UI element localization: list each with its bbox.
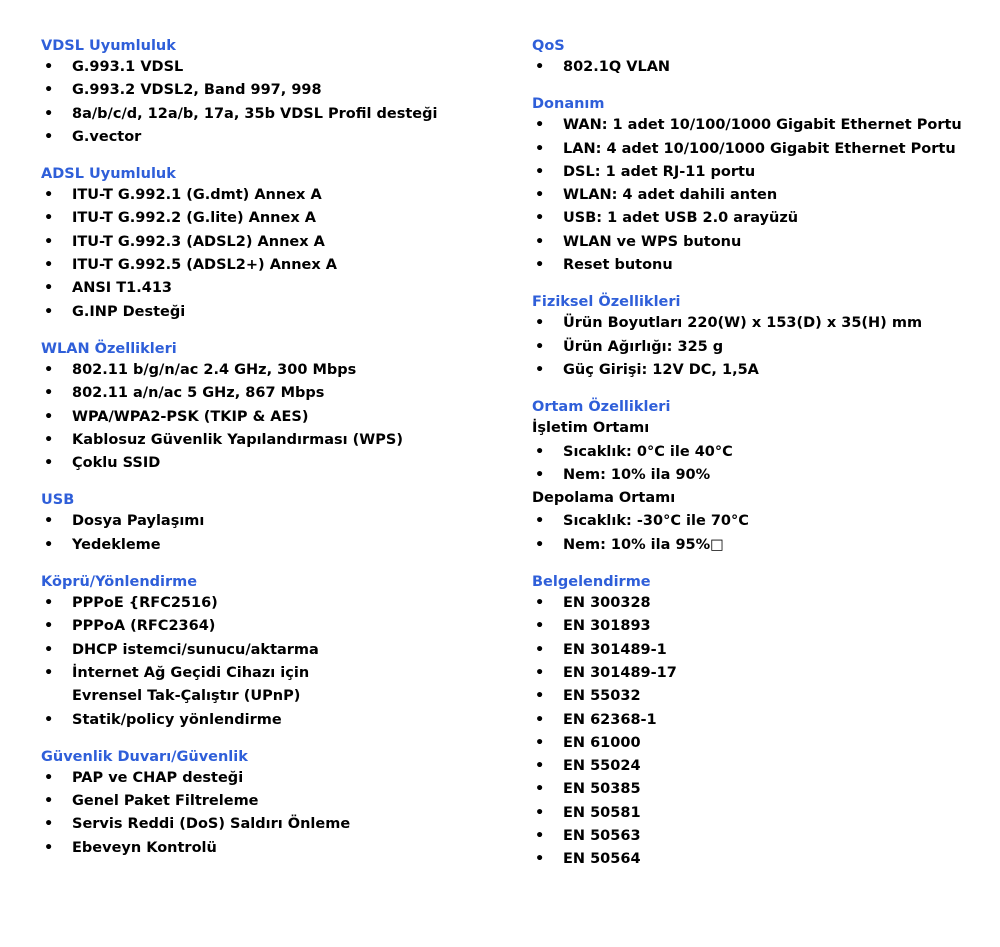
list-item: • Ürün Boyutları 220(W) x 153(D) x 35(H) mm	[532, 312, 992, 335]
list-item: • EN 50385	[532, 778, 992, 801]
section-title-fiziksel: Fiziksel Özellikleri	[532, 294, 681, 311]
list-item: • ANSI T1.413	[41, 277, 501, 300]
list-item: • 802.11 b/g/n/ac 2.4 GHz, 300 Mbps	[41, 359, 501, 382]
section-ortam	[532, 397, 992, 557]
section-title-adsl: ADSL Uyumluluk	[41, 166, 176, 183]
list-item: • 802.11 a/n/ac 5 GHz, 867 Mbps	[41, 382, 501, 405]
list-item: • Sıcaklık: 0°C ile 40°C	[532, 441, 992, 464]
section-title-donanim: Donanım	[532, 96, 605, 113]
list-item: • EN 301489-17	[532, 662, 992, 685]
section-title-ortam: Ortam Özellikleri	[532, 399, 671, 416]
list-item: • WLAN ve WPS butonu	[532, 231, 992, 254]
list-item: • İnternet Ağ Geçidi Cihazı için	[41, 662, 501, 685]
list-item: • Nem: 10% ila 90%	[532, 464, 992, 487]
list-item: • EN 61000	[532, 732, 992, 755]
subheading-isletim: İşletim Ortamı	[532, 420, 650, 437]
list-item: • EN 55024	[532, 755, 992, 778]
section-kopru	[41, 572, 501, 732]
section-title-usb: USB	[41, 492, 75, 509]
section-vdsl	[41, 36, 501, 149]
list-item: • ITU-T G.992.3 (ADSL2) Annex A	[41, 231, 501, 254]
section-usb	[41, 490, 501, 557]
section-title-vdsl: VDSL Uyumluluk	[41, 38, 176, 54]
list-item: • Servis Reddi (DoS) Saldırı Önleme	[41, 813, 501, 836]
list-item: • EN 301893	[532, 615, 992, 638]
section-title-qos: QoS	[532, 38, 565, 54]
section-qos	[532, 36, 992, 79]
list-item: • ITU-T G.992.5 (ADSL2+) Annex A	[41, 254, 501, 277]
list-item: • USB: 1 adet USB 2.0 arayüzü	[532, 207, 992, 230]
list-item: • LAN: 4 adet 10/100/1000 Gigabit Ethernet Portu	[532, 138, 992, 161]
list-item: • Çoklu SSID	[41, 452, 501, 475]
list-item: • PAP ve CHAP desteği	[41, 767, 501, 790]
list-item: • ITU-T G.992.2 (G.lite) Annex A	[41, 207, 501, 230]
list-item: • EN 50564	[532, 848, 992, 871]
list-item: • EN 50563	[532, 825, 992, 848]
list-item: • Sıcaklık: -30°C ile 70°C	[532, 510, 992, 533]
section-title-guvenlik: Güvenlik Duvarı/Güvenlik	[41, 748, 248, 765]
list-item: • EN 55032	[532, 685, 992, 708]
section-wlan	[41, 339, 501, 475]
list-item: • Dosya Paylaşımı	[41, 510, 501, 533]
list-item: • EN 301489-1	[532, 639, 992, 662]
list-item: • WPA/WPA2-PSK (TKIP & AES)	[41, 406, 501, 429]
list-item: • Ürün Ağırlığı: 325 g	[532, 336, 992, 359]
list-item: • WAN: 1 adet 10/100/1000 Gigabit Ethernet Portu	[532, 114, 992, 137]
list-item: • 802.1Q VLAN	[532, 56, 992, 79]
section-title-kopru: Köprü/Yönlendirme	[41, 574, 198, 591]
section-belge	[532, 572, 992, 872]
list-item: • Statik/policy yönlendirme	[41, 709, 501, 732]
right-column	[532, 36, 992, 887]
section-title-belge: Belgelendirme	[532, 574, 651, 591]
section-donanim	[532, 94, 992, 277]
list-item: • Yedekleme	[41, 534, 501, 557]
section-title-wlan: WLAN Özellikleri	[41, 340, 177, 357]
list-item: • 8a/b/c/d, 12a/b, 17a, 35b VDSL Profil desteği	[41, 103, 501, 126]
list-item: • Genel Paket Filtreleme	[41, 790, 501, 813]
list-item: • Reset butonu	[532, 254, 992, 277]
list-item: • PPPoE {RFC2516)	[41, 592, 501, 615]
list-item: • G.993.2 VDSL2, Band 997, 998	[41, 79, 501, 102]
list-item: • G.INP Desteği	[41, 301, 501, 324]
list-item: • ITU-T G.992.1 (G.dmt) Annex A	[41, 184, 501, 207]
list-item: • Nem: 10% ila 95%□	[532, 534, 992, 557]
section-fiziksel	[532, 292, 992, 382]
list-item: • PPPoA (RFC2364)	[41, 615, 501, 638]
list-item: • EN 50581	[532, 802, 992, 825]
list-item-continuation: Evrensel Tak-Çalıştır (UPnP)	[72, 688, 301, 705]
list-item: • G.993.1 VDSL	[41, 56, 501, 79]
list-item: • DSL: 1 adet RJ-11 portu	[532, 161, 992, 184]
list-item: • Güç Girişi: 12V DC, 1,5A	[532, 359, 992, 382]
list-item: • EN 300328	[532, 592, 992, 615]
section-adsl	[41, 164, 501, 324]
list-item: • Kablosuz Güvenlik Yapılandırması (WPS)	[41, 429, 501, 452]
list-item: • DHCP istemci/sunucu/aktarma	[41, 639, 501, 662]
list-item: • WLAN: 4 adet dahili anten	[532, 184, 992, 207]
list-item: • Ebeveyn Kontrolü	[41, 837, 501, 860]
list-item: • EN 62368-1	[532, 709, 992, 732]
left-column	[41, 36, 501, 875]
section-guvenlik	[41, 747, 501, 860]
list-item: • G.vector	[41, 126, 501, 149]
subheading-depolama: Depolama Ortamı	[532, 490, 676, 507]
